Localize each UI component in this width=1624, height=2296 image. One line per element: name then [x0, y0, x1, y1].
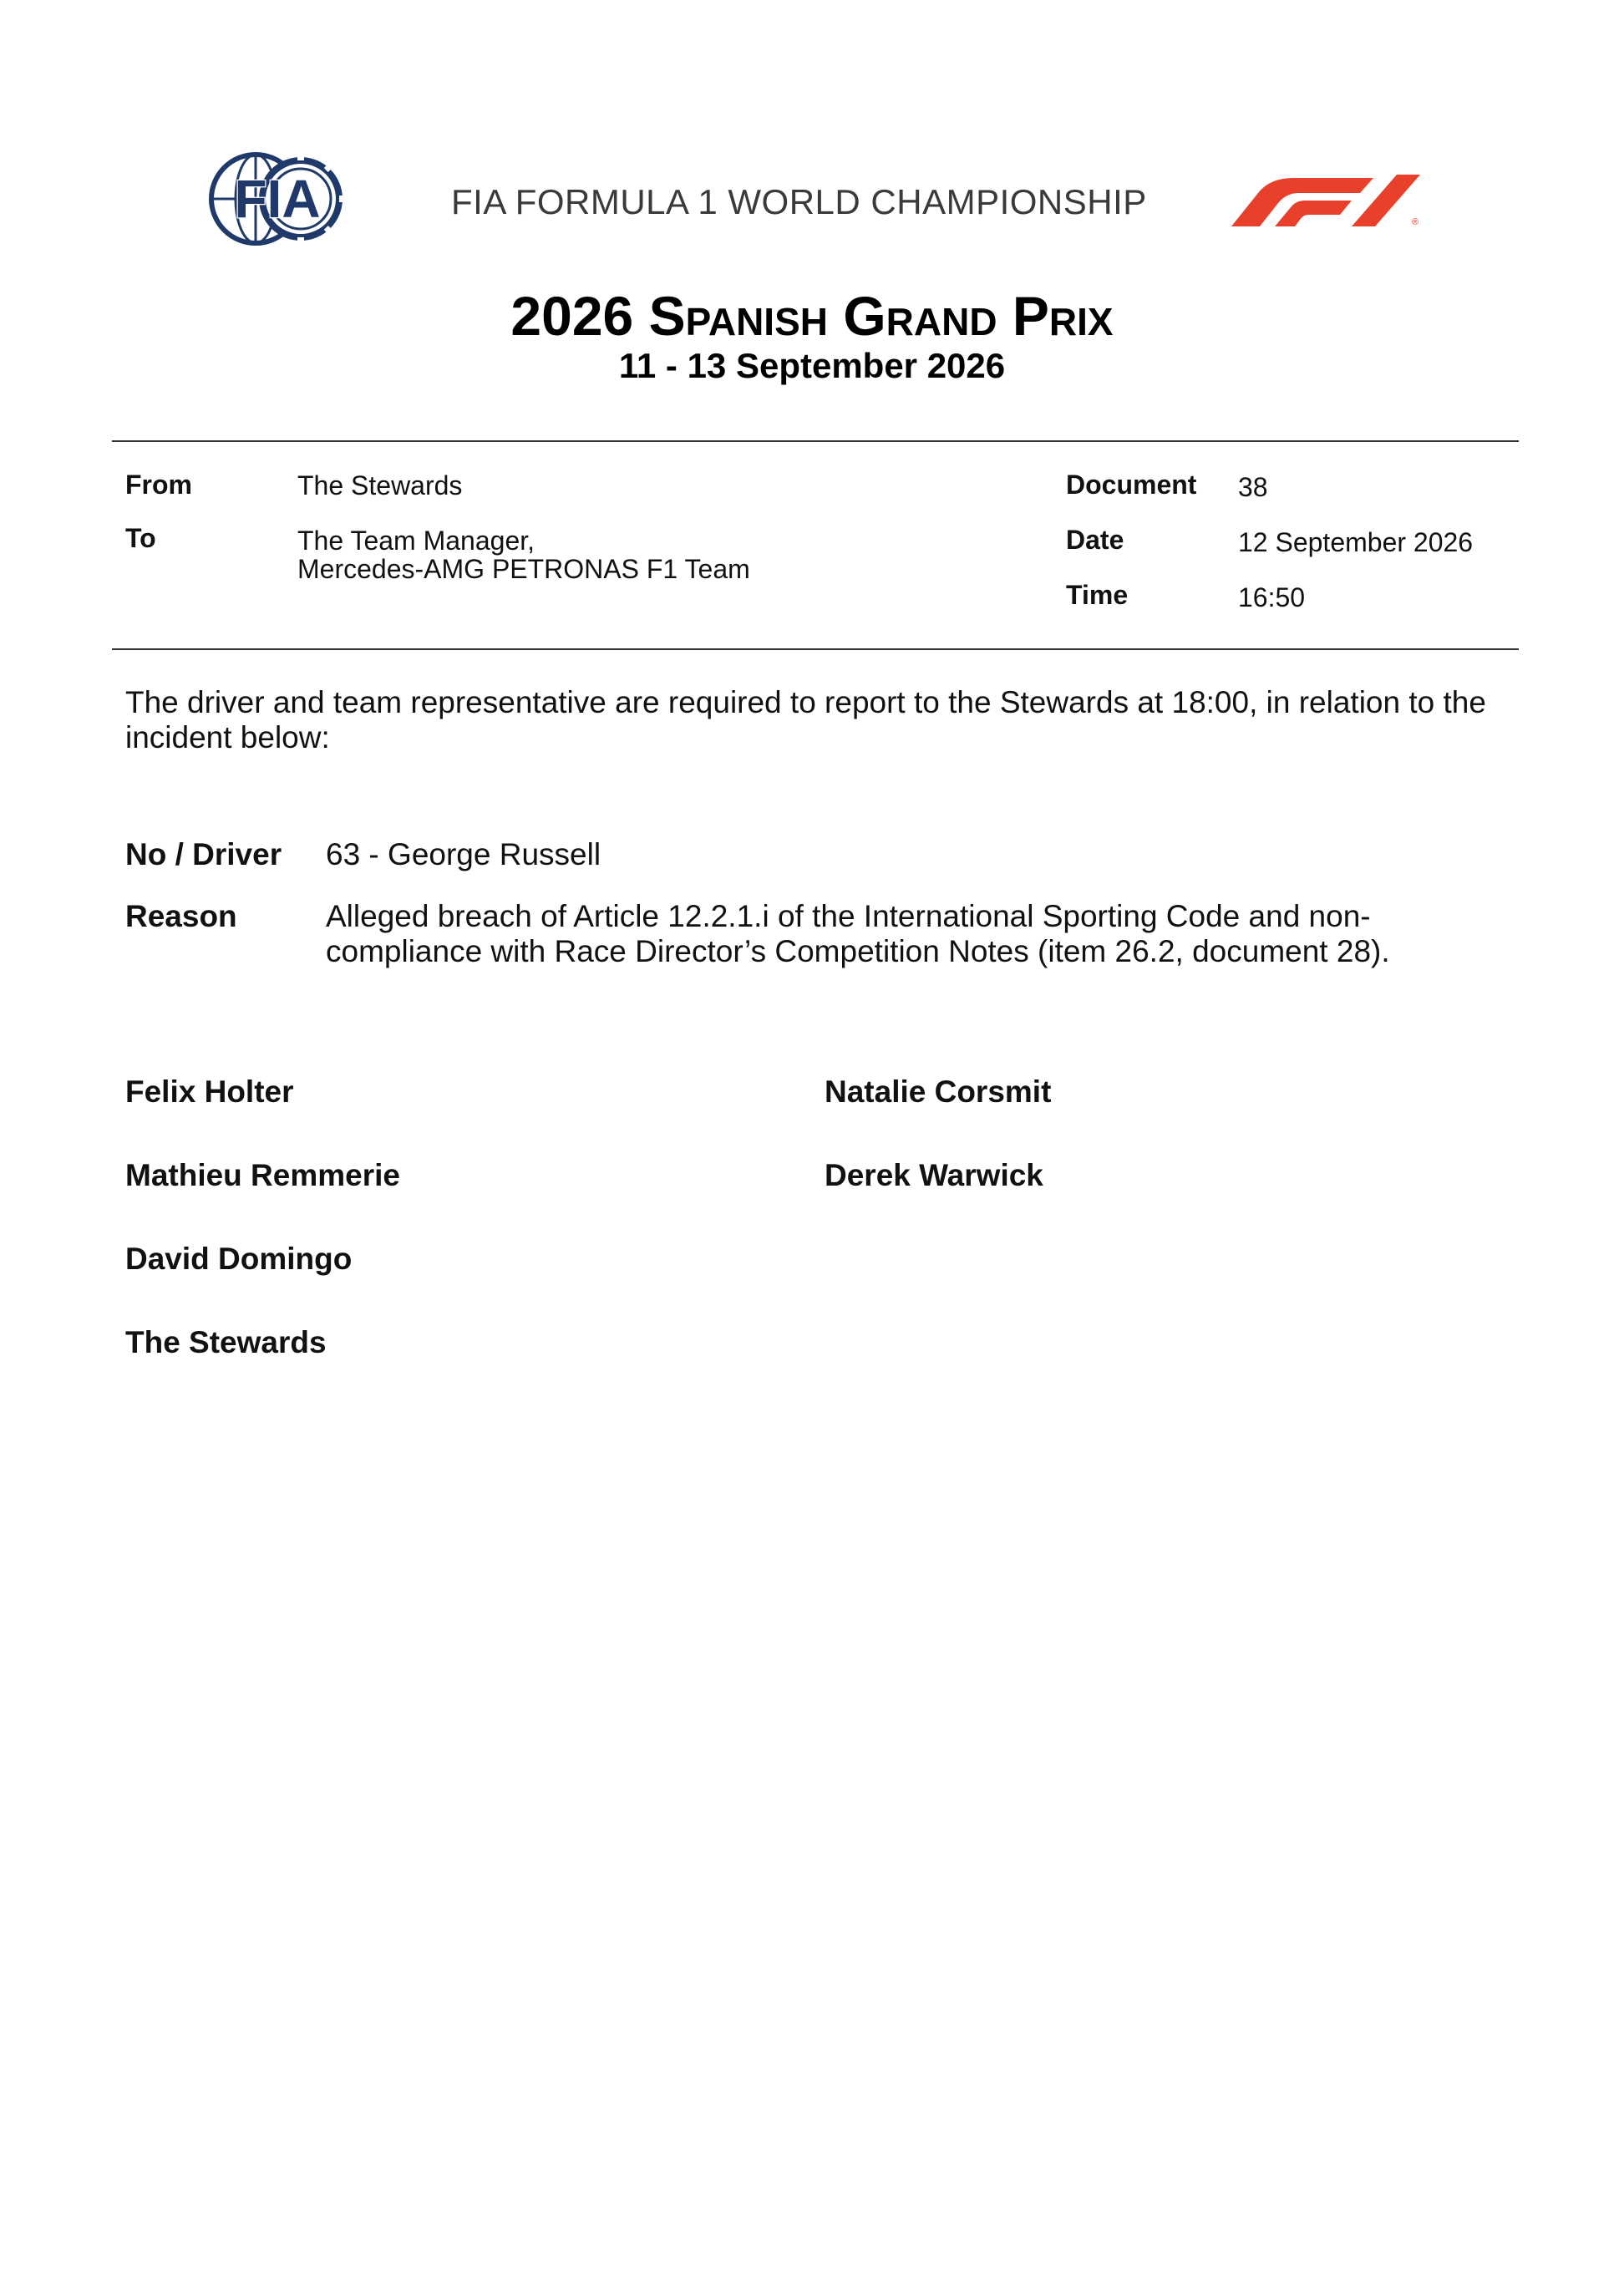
fia-logo-text: FIA [234, 169, 321, 229]
top-divider [112, 440, 1519, 442]
document-value: 38 [1238, 472, 1268, 502]
reason-label: Reason [125, 899, 237, 933]
f1-logo [1226, 171, 1424, 226]
steward-name: Mathieu Remmerie [125, 1158, 400, 1192]
from-value: The Stewards [297, 470, 463, 500]
fia-logo [207, 150, 348, 247]
bottom-divider [112, 648, 1519, 650]
svg-text:®: ® [1412, 217, 1419, 226]
to-value-line1: The Team Manager, [297, 526, 535, 556]
date-value: 12 September 2026 [1238, 527, 1474, 557]
document-label: Document [1066, 470, 1197, 500]
stewards-signoff: The Stewards [125, 1325, 327, 1359]
reason-line1: Alleged breach of Article 12.2.1.i of the International Sporting Code and non- [326, 899, 1371, 933]
to-value-line2: Mercedes-AMG PETRONAS F1 Team [297, 554, 750, 584]
event-name: Spanish Grand Prix [648, 285, 1114, 347]
time-value: 16:50 [1238, 582, 1306, 612]
championship-title: FIA FORMULA 1 WORLD CHAMPIONSHIP [451, 182, 1147, 221]
from-label: From [125, 470, 192, 500]
reason-line2: compliance with Race Director’s Competition Notes (item 26.2, document 28). [326, 934, 1390, 968]
event-year: 2026 [510, 285, 634, 347]
time-label: Time [1066, 580, 1129, 610]
steward-name: Natalie Corsmit [825, 1074, 1052, 1109]
event-dates: 11 - 13 September 2026 [618, 346, 1006, 385]
event-title [0, 284, 1624, 348]
steward-name: Felix Holter [125, 1074, 294, 1109]
driver-label: No / Driver [125, 837, 282, 871]
steward-name: David Domingo [125, 1242, 353, 1276]
to-label: To [125, 523, 156, 553]
date-label: Date [1066, 525, 1124, 555]
driver-value: 63 - George Russell [326, 837, 601, 871]
steward-name: Derek Warwick [825, 1158, 1043, 1192]
intro-paragraph: The driver and team representative are required to report to the Stewards at 18:00, in relation to the incident below: [125, 685, 1486, 754]
